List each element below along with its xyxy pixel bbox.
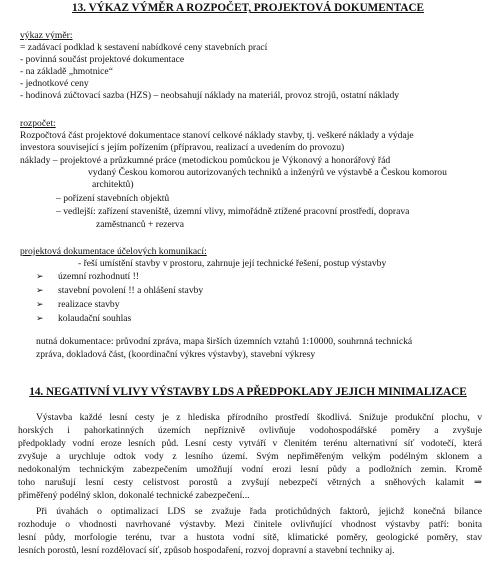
- paragraph-line: horských i pahorkatinných územích nepříznivě ovlivňuje vodohospodářské poměry a zvyšuje: [18, 425, 482, 436]
- paragraph-line: předpoklady vodní eroze lesních půd. Lesní cesty vytváří v členitém terénu alternativní síť vodotečí, která: [18, 438, 482, 449]
- paragraph-line: rozhoduje o vhodnosti navrhované výstavby. Mezi činitele ovlivňující vhodnost výstavby patří: bonita: [18, 519, 482, 530]
- komunikace-dash-item: - řeší umístění stavby v prostoru, zahrnuje její technické řešení, postup výstavby: [78, 258, 387, 269]
- vykaz-title: výkaz výměr:: [20, 30, 73, 41]
- section-13-heading: 13. VÝKAZ VÝMĚR A ROZPOČET, PROJEKTOVÁ DOKUMENTACE: [71, 2, 425, 14]
- vykaz-item: - hodinová zúčtovací sazba (HZS) – neobsahují náklady na materiál, provoz strojů, ostatní náklady: [20, 90, 400, 101]
- paragraph-line: přiměřený podélný sklon, dokonalé technické zabezpečení...: [18, 490, 250, 501]
- section-14-heading: 14. NEGATIVNÍ VLIVY VÝSTAVBY LDS A PŘEDPOKLADY JEJICH MINIMALIZACE: [29, 386, 467, 398]
- rozpocet-line: – pořízení stavebních objektů: [56, 193, 170, 204]
- arrow-bullet-icon: ➢: [36, 272, 44, 282]
- rozpocet-line: architektů): [92, 179, 134, 190]
- nutna-dokumentace-line: zpráva, dokladová část, (koordinační výkres výstavby), stavební výkresy: [36, 349, 316, 360]
- paragraph-line: Při úvahách o optimalizaci LDS se zvažuje řada protichůdných faktorů, jejichž konečná bilance: [36, 506, 482, 517]
- paragraph-line: lesních porostů, lesní rozdělovací síť, způsob hospodaření, rozvoj dopravní a stavební techniky aj.: [18, 545, 395, 556]
- vykaz-item: - na základě „hmotnice“: [20, 66, 113, 77]
- nutna-dokumentace-line: nutná dokumentace: průvodní zpráva, mapa širších územních vztahů 1:10000, souhrnná technická: [36, 336, 413, 347]
- list-item: ➢ kolaudační souhlas: [36, 313, 132, 324]
- list-item: ➢ realizace stavby: [36, 299, 120, 310]
- arrow-bullet-icon: ➢: [36, 300, 44, 310]
- paragraph-line: toho narušují lesní cesty celistvost porostů a zvyšují nebezpečí větrných a sněhových kalamit ⇒: [18, 477, 482, 488]
- vykaz-item: - povinná součást projektové dokumentace: [20, 54, 185, 65]
- paragraph-line: Výstavba každé lesní cesty je z hlediska přírodního prostředí škodlivá. Snižuje produkční plochu, v: [36, 412, 482, 423]
- rozpocet-line: investora související s jejím pořízením (přípravou, realizací a uvedením do provozu): [20, 142, 345, 153]
- rozpocet-line: zaměstnanců + rezerva: [96, 219, 184, 230]
- arrow-bullet-icon: ➢: [36, 286, 44, 296]
- list-item: ➢ územní rozhodnutí !!: [36, 271, 139, 282]
- paragraph-line: lesní půdy, morfologie terénu, tvar a hustota vodní sítě, klimatické poměry, geologické poměry, stav: [18, 532, 482, 543]
- rozpocet-line: náklady – projektové a průzkumné práce (metodickou pomůckou je Výkonový a honorářový řád: [20, 155, 391, 166]
- komunikace-title: projektová dokumentace účelových komunikací:: [20, 246, 207, 257]
- list-item: ➢ stavební povolení !! a ohlášení stavby: [36, 285, 204, 296]
- rozpocet-line: – vedlejší: zařízení staveniště, územní vlivy, mimořádně ztížené pracovní prostředí, doprava: [56, 206, 410, 217]
- paragraph-line: zvyšuje a urychluje odtok vody z lesního území. Svým nepřiměřeným velkým podélným sklonem a: [18, 451, 482, 462]
- rozpocet-line: Rozpočtová část projektové dokumentace stanoví celkové náklady stavby, tj. veškeré náklady a výdaje: [20, 130, 414, 141]
- vykaz-item: - jednotkové ceny: [20, 78, 89, 89]
- vykaz-item: = zadávací podklad k sestavení nabídkové ceny stavebních prací: [20, 42, 268, 53]
- rozpocet-line: vydaný Českou komorou autorizovaných techniků a inženýrů ve výstavbě a Českou komorou: [88, 167, 447, 178]
- paragraph-line: nedokonalým technickým zabezpečením umožňují vodní erozi lesní půdy a podložních zemin. Kromě: [18, 464, 482, 475]
- rozpocet-title: rozpočet:: [20, 118, 56, 129]
- arrow-bullet-icon: ➢: [36, 314, 44, 324]
